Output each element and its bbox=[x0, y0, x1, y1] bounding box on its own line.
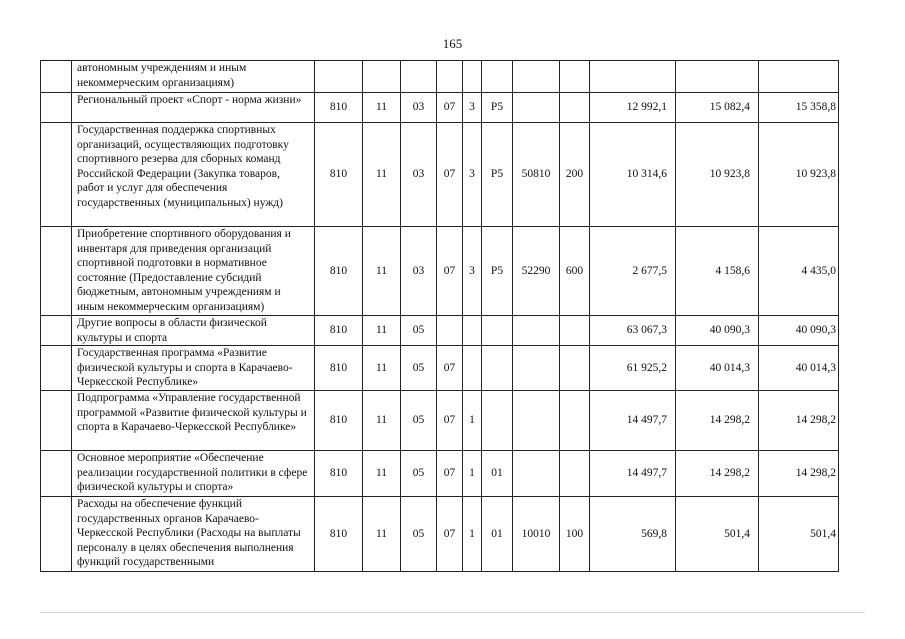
amount-year-1: 10 314,6 bbox=[590, 123, 676, 227]
page-number: 165 bbox=[442, 36, 463, 51]
expense-type-code bbox=[560, 391, 590, 451]
direction-code: 50810 bbox=[513, 123, 560, 227]
section-code: 11 bbox=[363, 123, 401, 227]
subsection-code bbox=[401, 61, 437, 93]
event-code bbox=[482, 346, 513, 391]
expense-type-code bbox=[560, 451, 590, 497]
subprogram-code bbox=[463, 316, 482, 346]
section-code: 11 bbox=[363, 227, 401, 316]
event-code: P5 bbox=[482, 93, 513, 123]
section-code: 11 bbox=[363, 497, 401, 572]
amount-year-3: 10 923,8 bbox=[759, 123, 839, 227]
table-row bbox=[41, 123, 839, 227]
row-index-cell bbox=[41, 123, 72, 227]
ministry-code: 810 bbox=[315, 346, 363, 391]
direction-code bbox=[513, 346, 560, 391]
row-index-cell bbox=[41, 391, 72, 451]
program-code: 07 bbox=[437, 227, 463, 316]
amount-year-2: 15 082,4 bbox=[676, 93, 759, 123]
program-code: 07 bbox=[437, 451, 463, 497]
event-code: 01 bbox=[482, 497, 513, 572]
subprogram-code: 1 bbox=[463, 391, 482, 451]
program-code bbox=[437, 316, 463, 346]
budget-table bbox=[40, 60, 839, 572]
subsection-code: 05 bbox=[401, 391, 437, 451]
section-code: 11 bbox=[363, 346, 401, 391]
subsection-code: 05 bbox=[401, 316, 437, 346]
row-index-cell bbox=[41, 61, 72, 93]
subsection-code: 03 bbox=[401, 93, 437, 123]
subsection-code: 05 bbox=[401, 497, 437, 572]
subprogram-code: 1 bbox=[463, 497, 482, 572]
item-name: Государственная программа «Развитие физической культуры и спорта в Карачаево-Черкесской Республике» bbox=[72, 346, 315, 391]
subsection-code: 05 bbox=[401, 346, 437, 391]
expense-type-code bbox=[560, 61, 590, 93]
amount-year-2: 4 158,6 bbox=[676, 227, 759, 316]
amount-year-3: 40 014,3 bbox=[759, 346, 839, 391]
subprogram-code: 3 bbox=[463, 93, 482, 123]
table-row bbox=[41, 497, 839, 572]
section-code: 11 bbox=[363, 316, 401, 346]
amount-year-2: 14 298,2 bbox=[676, 451, 759, 497]
table-row bbox=[41, 346, 839, 391]
expense-type-code bbox=[560, 316, 590, 346]
item-name: Региональный проект «Спорт - норма жизни» bbox=[72, 93, 315, 123]
event-code: P5 bbox=[482, 227, 513, 316]
expense-type-code: 600 bbox=[560, 227, 590, 316]
amount-year-3: 501,4 bbox=[759, 497, 839, 572]
item-name: Государственная поддержка спортивных организаций, осуществляющих подготовку спортивного резерва для сборных команд Российской Федерации (Закупка товаров, работ и услуг для обеспечения государственных (муниципальных) нужд) bbox=[72, 123, 315, 227]
amount-year-2: 40 090,3 bbox=[676, 316, 759, 346]
amount-year-3: 4 435,0 bbox=[759, 227, 839, 316]
expense-type-code: 100 bbox=[560, 497, 590, 572]
subprogram-code bbox=[463, 346, 482, 391]
amount-year-3: 15 358,8 bbox=[759, 93, 839, 123]
ministry-code: 810 bbox=[315, 316, 363, 346]
item-name: Подпрограмма «Управление государственной программой «Развитие физической культуры и спорта в Карачаево-Черкесской Республике» bbox=[72, 391, 315, 451]
section-code: 11 bbox=[363, 451, 401, 497]
ministry-code: 810 bbox=[315, 391, 363, 451]
program-code: 07 bbox=[437, 123, 463, 227]
table-row bbox=[41, 227, 839, 316]
direction-code bbox=[513, 391, 560, 451]
amount-year-3: 40 090,3 bbox=[759, 316, 839, 346]
program-code: 07 bbox=[437, 497, 463, 572]
subsection-code: 03 bbox=[401, 227, 437, 316]
amount-year-1: 569,8 bbox=[590, 497, 676, 572]
section-code: 11 bbox=[363, 391, 401, 451]
subprogram-code bbox=[463, 61, 482, 93]
scan-edge-line bbox=[40, 612, 865, 613]
direction-code bbox=[513, 451, 560, 497]
row-index-cell bbox=[41, 316, 72, 346]
row-index-cell bbox=[41, 93, 72, 123]
amount-year-1: 14 497,7 bbox=[590, 451, 676, 497]
subsection-code: 05 bbox=[401, 451, 437, 497]
amount-year-1: 2 677,5 bbox=[590, 227, 676, 316]
event-code bbox=[482, 61, 513, 93]
table-row bbox=[41, 391, 839, 451]
event-code bbox=[482, 391, 513, 451]
amount-year-1: 14 497,7 bbox=[590, 391, 676, 451]
direction-code bbox=[513, 93, 560, 123]
ministry-code: 810 bbox=[315, 93, 363, 123]
expense-type-code bbox=[560, 93, 590, 123]
row-index-cell bbox=[41, 497, 72, 572]
event-code: P5 bbox=[482, 123, 513, 227]
amount-year-2: 501,4 bbox=[676, 497, 759, 572]
expense-type-code bbox=[560, 346, 590, 391]
row-index-cell bbox=[41, 346, 72, 391]
ministry-code: 810 bbox=[315, 451, 363, 497]
item-name: Приобретение спортивного оборудования и инвентаря для приведения организаций спортивной подготовки в нормативное состояние (Предоставление субсидий бюджетным, автономным учреждениям и иным некоммерческим организациям) bbox=[72, 227, 315, 316]
table-row bbox=[41, 316, 839, 346]
amount-year-1: 61 925,2 bbox=[590, 346, 676, 391]
subprogram-code: 3 bbox=[463, 227, 482, 316]
row-index-cell bbox=[41, 227, 72, 316]
amount-year-1: 12 992,1 bbox=[590, 93, 676, 123]
amount-year-3: 14 298,2 bbox=[759, 391, 839, 451]
ministry-code: 810 bbox=[315, 227, 363, 316]
amount-year-1: 63 067,3 bbox=[590, 316, 676, 346]
table-row bbox=[41, 61, 839, 93]
amount-year-2 bbox=[676, 61, 759, 93]
program-code: 07 bbox=[437, 93, 463, 123]
amount-year-2: 10 923,8 bbox=[676, 123, 759, 227]
table-row bbox=[41, 451, 839, 497]
item-name: Основное мероприятие «Обеспечение реализации государственной политики в сфере физической культуры и спорта» bbox=[72, 451, 315, 497]
section-code: 11 bbox=[363, 93, 401, 123]
ministry-code: 810 bbox=[315, 497, 363, 572]
amount-year-2: 14 298,2 bbox=[676, 391, 759, 451]
row-index-cell bbox=[41, 451, 72, 497]
amount-year-1 bbox=[590, 61, 676, 93]
subsection-code: 03 bbox=[401, 123, 437, 227]
amount-year-2: 40 014,3 bbox=[676, 346, 759, 391]
ministry-code bbox=[315, 61, 363, 93]
section-code bbox=[363, 61, 401, 93]
direction-code: 10010 bbox=[513, 497, 560, 572]
table-row bbox=[41, 93, 839, 123]
expense-type-code: 200 bbox=[560, 123, 590, 227]
amount-year-3: 14 298,2 bbox=[759, 451, 839, 497]
program-code bbox=[437, 61, 463, 93]
item-name: Расходы на обеспечение функций государственных органов Карачаево-Черкесской Республики (Расходы на выплаты персоналу в целях обеспечения выполнения функций государственными bbox=[72, 497, 315, 572]
direction-code bbox=[513, 61, 560, 93]
program-code: 07 bbox=[437, 346, 463, 391]
program-code: 07 bbox=[437, 391, 463, 451]
subprogram-code: 3 bbox=[463, 123, 482, 227]
item-name: Другие вопросы в области физической культуры и спорта bbox=[72, 316, 315, 346]
amount-year-3 bbox=[759, 61, 839, 93]
item-name: автономным учреждениям и иным некоммерческим организациям) bbox=[72, 61, 315, 93]
event-code: 01 bbox=[482, 451, 513, 497]
direction-code bbox=[513, 316, 560, 346]
ministry-code: 810 bbox=[315, 123, 363, 227]
event-code bbox=[482, 316, 513, 346]
direction-code: 52290 bbox=[513, 227, 560, 316]
subprogram-code: 1 bbox=[463, 451, 482, 497]
